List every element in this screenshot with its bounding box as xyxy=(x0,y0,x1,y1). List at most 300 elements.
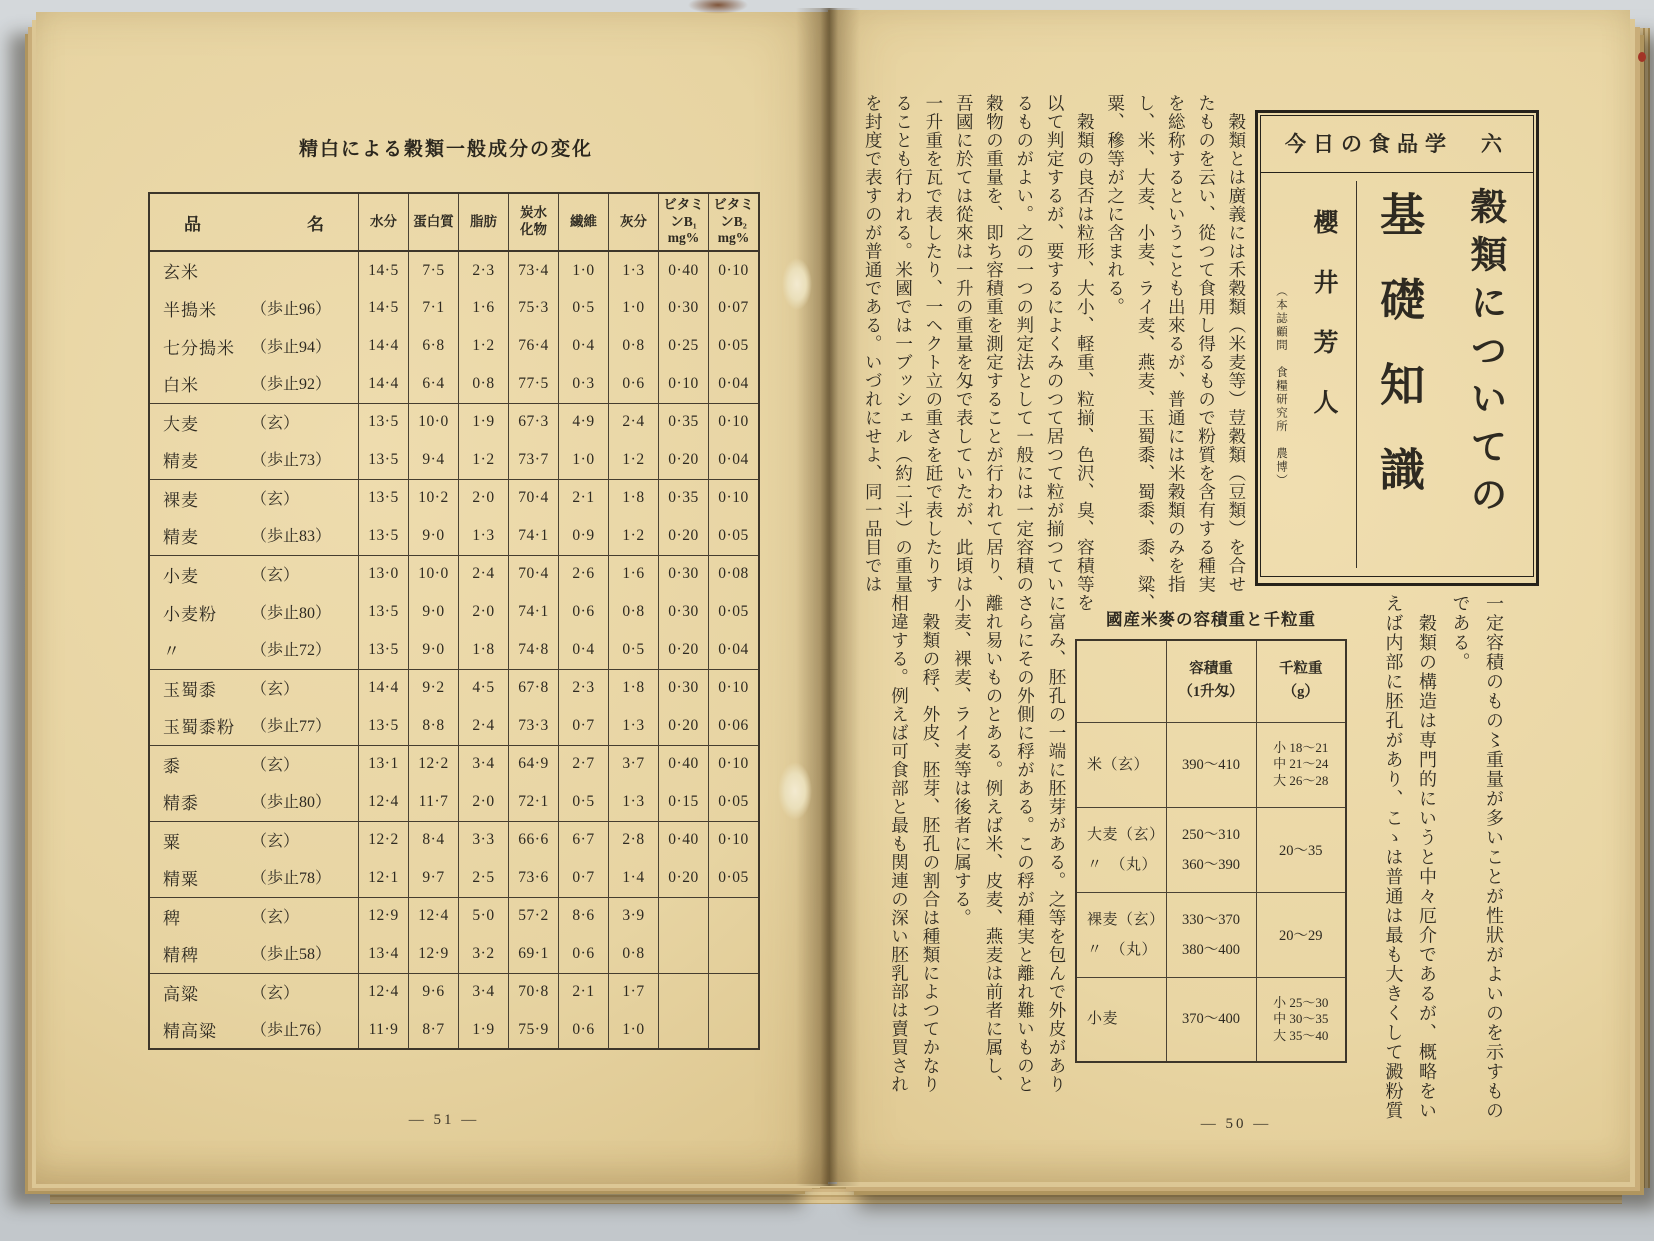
page-tear-mark xyxy=(778,762,812,820)
item-name-cell xyxy=(149,479,359,517)
value-cell: 0·05 xyxy=(709,783,760,821)
table-row xyxy=(149,327,759,365)
value-cell: 4·5 xyxy=(459,669,509,707)
table-row xyxy=(149,555,759,593)
value-cell: 1·9 xyxy=(459,1011,509,1049)
value-cell: 1·2 xyxy=(609,441,659,479)
value-cell: 74·8 xyxy=(509,631,559,669)
value-cell: 12·2 xyxy=(359,821,409,859)
item-note: （歩止58） xyxy=(251,946,332,964)
value-cell: 0·7 xyxy=(559,859,609,897)
value-cell: 0·8 xyxy=(459,365,509,403)
column-header-line: mg% xyxy=(667,230,700,246)
item-name-inner xyxy=(150,1017,358,1042)
value-cell: 0·9 xyxy=(559,517,609,555)
weight-name-header xyxy=(1076,640,1166,722)
text-column: さらにその外側に稃がある。この稃が種実と離れ難いものと xyxy=(1015,594,1036,1094)
value-cell: 0·06 xyxy=(709,707,760,745)
value-cell: 1·3 xyxy=(609,707,659,745)
thousand-grain-line: 中 30〜35 xyxy=(1273,1011,1329,1026)
table-row xyxy=(149,289,759,327)
value-cell: 8·4 xyxy=(409,821,459,859)
value-cell: 0·30 xyxy=(659,593,709,631)
volume-weight-line: 250〜310 xyxy=(1182,826,1240,843)
item-note: （歩止72） xyxy=(251,642,332,660)
item-name-cell xyxy=(149,289,359,327)
value-cell: 9·4 xyxy=(409,441,459,479)
value-cell: 1·3 xyxy=(609,251,659,289)
item-name-inner xyxy=(150,334,358,359)
text-column: 穀類の良否は粒形、大小、軽重、粒揃、色沢、臭、容積等を xyxy=(1075,94,1096,612)
weight-row xyxy=(1076,977,1346,1062)
value-cell: 1·2 xyxy=(459,441,509,479)
item-name-cell xyxy=(149,441,359,479)
thousand-grain-line: 小 18〜21 xyxy=(1273,739,1329,755)
value-cell: 0·04 xyxy=(709,441,760,479)
value-cell: 0·5 xyxy=(559,289,609,327)
value-cell: 12·1 xyxy=(359,859,409,897)
value-cell: 3·7 xyxy=(609,745,659,783)
name-header-left: 品 xyxy=(184,214,201,234)
weight-header-line: （1升匁） xyxy=(1178,684,1244,701)
weight-column-header xyxy=(1166,640,1256,722)
grain-name-line: 〃 （丸） xyxy=(1087,941,1158,958)
text-column: である。 xyxy=(1450,594,1471,672)
value-cell: 0·25 xyxy=(659,327,709,365)
value-cell: 0·10 xyxy=(709,821,760,859)
item-name: 七分搗米 xyxy=(163,338,235,358)
value-cell: 57·2 xyxy=(509,897,559,935)
item-note: （歩止80） xyxy=(251,794,332,812)
table-row xyxy=(149,479,759,517)
weight-header-line: 容積重 xyxy=(1189,661,1233,678)
text-column: を封度で表すのが普通である。いづれにせよ、同一品目では xyxy=(863,94,884,594)
item-name-cell xyxy=(149,669,359,707)
item-name-inner xyxy=(150,828,358,853)
value-cell: 0·10 xyxy=(709,403,760,441)
item-name-inner xyxy=(150,523,358,548)
value-cell: 0·8 xyxy=(609,935,659,973)
value-cell xyxy=(659,935,709,973)
text-column: 穀類の稃、外皮、胚芽、胚孔の割合は種類によつてかなり xyxy=(921,594,941,1094)
value-cell: 67·3 xyxy=(509,403,559,441)
item-name-cell xyxy=(149,251,359,289)
value-cell: 1·7 xyxy=(609,973,659,1011)
item-name: 小麦 xyxy=(163,566,199,586)
value-cell: 9·0 xyxy=(409,631,459,669)
text-column: 一定容積のもの〻重量が多いことが性狀がよいのを示すもの xyxy=(1484,594,1504,1121)
item-name-cell xyxy=(149,403,359,441)
volume-weight-line: 360〜390 xyxy=(1182,856,1240,873)
text-column: 相違する。例えば可食部と最も関連の深い胚乳部は賣買され xyxy=(889,594,910,1094)
table-row xyxy=(149,897,759,935)
column-header-line: 炭水 xyxy=(520,205,547,221)
value-cell: 3·3 xyxy=(459,821,509,859)
table-group xyxy=(149,555,759,669)
value-cell: 0·8 xyxy=(609,327,659,365)
column-header-line: ンB₂ xyxy=(720,213,747,229)
value-cell: 0·10 xyxy=(659,365,709,403)
value-cell: 9·2 xyxy=(409,669,459,707)
left-page-number: — 51 — xyxy=(408,1112,480,1128)
value-cell: 13·5 xyxy=(359,517,409,555)
item-name-cell xyxy=(149,935,359,973)
value-cell: 73·6 xyxy=(509,859,559,897)
item-name-cell xyxy=(149,631,359,669)
text-column: 穀類とは廣義には禾穀類（米麦等）荳穀類（豆類）を合せ xyxy=(1226,94,1247,594)
value-cell: 2·0 xyxy=(459,479,509,517)
column-header xyxy=(509,193,559,251)
text-column: 粟、穇等が之に含まれる。 xyxy=(1105,94,1126,316)
weight-table-title: 國産米麥の容積重と千粒重 xyxy=(1106,611,1316,629)
column-header-line: 繊維 xyxy=(570,213,597,229)
value-cell: 1·0 xyxy=(609,1011,659,1049)
value-cell: 2·1 xyxy=(559,973,609,1011)
item-name-inner xyxy=(150,637,358,662)
value-cell xyxy=(709,935,760,973)
item-note: （玄） xyxy=(251,490,300,508)
weight-table-head xyxy=(1076,640,1346,722)
column-header xyxy=(659,193,709,251)
column-header-line: 水分 xyxy=(370,213,397,229)
value-cell: 3·4 xyxy=(459,973,509,1011)
value-cell: 13·5 xyxy=(359,441,409,479)
grain-name-cell xyxy=(1076,807,1166,892)
value-cell: 73·3 xyxy=(509,707,559,745)
name-header-right: 名 xyxy=(307,214,324,234)
value-cell: 1·4 xyxy=(609,859,659,897)
value-cell: 0·30 xyxy=(659,289,709,327)
series-kicker: 今日の食品学 六 xyxy=(1261,116,1533,173)
author-affiliation-note: （本誌顧問 食糧研究所 農博） xyxy=(1275,285,1287,488)
column-header-line: ビタミ xyxy=(713,196,754,212)
volume-weight-line: 390〜410 xyxy=(1182,756,1240,773)
table-row xyxy=(149,707,759,745)
item-name-inner xyxy=(150,676,358,701)
value-cell: 6·4 xyxy=(409,365,459,403)
text-column: 小麦、裸麦、ライ麦等は後者に属する。 xyxy=(952,594,973,927)
weight-table-body xyxy=(1076,722,1346,1062)
item-name-inner xyxy=(150,904,358,929)
item-name-inner xyxy=(150,941,358,966)
composition-table xyxy=(148,192,760,1050)
value-cell: 0·35 xyxy=(659,403,709,441)
article-paragraphs-bottom-left xyxy=(883,594,1072,1092)
value-cell: 2·0 xyxy=(459,783,509,821)
value-cell: 1·0 xyxy=(559,251,609,289)
value-cell: 0·40 xyxy=(659,251,709,289)
item-name-inner xyxy=(150,258,358,283)
item-name: 白米 xyxy=(163,376,199,396)
column-header-line: 蛋白質 xyxy=(413,213,454,229)
composition-table-head xyxy=(149,193,759,251)
text-column: し、米、大麦、小麦、ライ麦、燕麦、玉蜀黍、蜀黍、黍、粱、 xyxy=(1135,94,1156,612)
value-cell: 2·7 xyxy=(559,745,609,783)
value-cell: 0·10 xyxy=(709,479,760,517)
grain-name-line: 大麦（玄） xyxy=(1087,826,1165,843)
column-header-line: 灰分 xyxy=(620,213,647,229)
value-cell: 0·08 xyxy=(709,555,760,593)
value-cell: 14·4 xyxy=(359,365,409,403)
value-cell: 0·5 xyxy=(609,631,659,669)
value-cell: 5·0 xyxy=(459,897,509,935)
value-cell: 76·4 xyxy=(509,327,559,365)
value-cell: 2·5 xyxy=(459,859,509,897)
value-cell: 7·1 xyxy=(409,289,459,327)
item-name-cell xyxy=(149,365,359,403)
item-note: （歩止76） xyxy=(251,1022,332,1039)
value-cell: 0·6 xyxy=(559,593,609,631)
value-cell: 13·5 xyxy=(359,707,409,745)
column-header xyxy=(709,193,760,251)
value-cell: 8·6 xyxy=(559,897,609,935)
page-stack-bottom-edge xyxy=(50,1184,1622,1204)
article-paragraphs-bottom-right xyxy=(1376,594,1510,1121)
value-cell: 2·8 xyxy=(609,821,659,859)
item-note: （玄） xyxy=(251,566,300,584)
value-cell: 13·0 xyxy=(359,555,409,593)
weight-row xyxy=(1076,722,1346,807)
column-header-line: ビタミ xyxy=(663,196,704,212)
item-name-inner xyxy=(150,713,358,738)
value-cell: 2·0 xyxy=(459,593,509,631)
item-name-inner xyxy=(150,371,358,396)
text-column: 離れ易いものとある。例えば米、皮麦、燕麦は前者に属し、 xyxy=(984,594,1004,1094)
value-cell: 67·8 xyxy=(509,669,559,707)
value-cell: 1·2 xyxy=(609,517,659,555)
item-name-inner xyxy=(150,980,358,1005)
value-cell: 0·20 xyxy=(659,441,709,479)
value-cell: 2·3 xyxy=(559,669,609,707)
item-note: （歩止96） xyxy=(251,300,332,318)
title-author-divider xyxy=(1356,181,1357,568)
value-cell: 72·1 xyxy=(509,783,559,821)
value-cell: 0·10 xyxy=(709,669,760,707)
column-header xyxy=(559,193,609,251)
value-cell: 9·0 xyxy=(409,517,459,555)
page-tear-mark xyxy=(782,258,812,310)
article-title-line1: 穀類についての xyxy=(1464,187,1505,523)
item-name-cell xyxy=(149,327,359,365)
text-column: 吾國に於ては從來は一升の重量を匁で表していたが、此頃は xyxy=(954,94,975,594)
table-row xyxy=(149,669,759,707)
item-name-inner xyxy=(150,600,358,625)
thousand-grain-value: 20〜35 xyxy=(1279,843,1323,859)
value-cell: 0·10 xyxy=(709,745,760,783)
item-name: 精粟 xyxy=(163,870,199,890)
value-cell: 0·04 xyxy=(709,365,760,403)
item-name: 黍 xyxy=(163,756,181,776)
value-cell: 0·7 xyxy=(559,707,609,745)
item-name-cell xyxy=(149,1011,359,1049)
value-cell: 0·05 xyxy=(709,859,760,897)
weight-header-line: （g） xyxy=(1282,684,1319,701)
text-column: 一升重を瓦で表したり、一ヘクト立の重さを瓩で表したりす xyxy=(923,94,944,594)
item-note: （歩止78） xyxy=(251,870,332,888)
value-cell: 70·4 xyxy=(509,555,559,593)
value-cell: 2·6 xyxy=(559,555,609,593)
value-cell: 75·3 xyxy=(509,289,559,327)
value-cell: 0·30 xyxy=(659,669,709,707)
table-group xyxy=(149,669,759,745)
item-name-inner xyxy=(150,410,358,435)
table-row xyxy=(149,251,759,289)
value-cell: 6·7 xyxy=(559,821,609,859)
item-name: 小麦粉 xyxy=(163,604,217,624)
value-cell: 73·7 xyxy=(509,441,559,479)
table-group xyxy=(149,479,759,555)
value-cell: 13·5 xyxy=(359,479,409,517)
weight-header-row xyxy=(1076,640,1346,722)
item-note: （歩止94） xyxy=(251,338,332,356)
grain-name-line: 小麦 xyxy=(1087,1011,1119,1028)
thousand-grain-line: 小 25〜30 xyxy=(1273,994,1329,1010)
value-cell: 14·4 xyxy=(359,327,409,365)
table-row xyxy=(149,783,759,821)
value-cell: 6·8 xyxy=(409,327,459,365)
value-cell: 12·4 xyxy=(359,973,409,1011)
item-name-inner xyxy=(150,865,358,890)
text-column: を総称するということも出來るが、普通には米穀類のみを指 xyxy=(1166,94,1187,594)
table-group xyxy=(149,897,759,973)
item-name-inner xyxy=(150,789,358,814)
value-cell: 0·20 xyxy=(659,859,709,897)
value-cell: 7·5 xyxy=(409,251,459,289)
value-cell: 2·4 xyxy=(459,707,509,745)
value-cell: 13·4 xyxy=(359,935,409,973)
column-header-line: 脂肪 xyxy=(470,213,497,229)
item-name: 粟 xyxy=(163,832,181,852)
item-note: （玄） xyxy=(251,832,300,850)
thousand-grain-cell xyxy=(1256,722,1346,807)
value-cell: 74·1 xyxy=(509,593,559,631)
table-group xyxy=(149,821,759,897)
item-name: 精麦 xyxy=(163,528,199,548)
table-row xyxy=(149,821,759,859)
value-cell: 1·2 xyxy=(459,327,509,365)
value-cell: 14·5 xyxy=(359,251,409,289)
column-header xyxy=(459,193,509,251)
right-page-number: — 50 — xyxy=(1200,1116,1272,1132)
text-column: えば内部に胚孔があり、こゝは普通は最も大きくして澱粉質 xyxy=(1383,594,1404,1121)
thousand-grain-cell xyxy=(1256,892,1346,977)
volume-weight-cell xyxy=(1166,977,1256,1062)
composition-table-wrap xyxy=(148,192,760,1050)
item-note: （歩止73） xyxy=(251,452,332,470)
item-note: （玄） xyxy=(251,984,300,1002)
item-name: 高粱 xyxy=(163,984,199,1004)
table-group xyxy=(149,251,759,403)
value-cell: 69·1 xyxy=(509,935,559,973)
value-cell: 1·9 xyxy=(459,403,509,441)
value-cell: 1·8 xyxy=(459,631,509,669)
item-note: （玄） xyxy=(251,756,300,774)
table-row xyxy=(149,935,759,973)
value-cell: 0·40 xyxy=(659,745,709,783)
value-cell: 8·7 xyxy=(409,1011,459,1049)
weight-column-header xyxy=(1256,640,1346,722)
weight-row xyxy=(1076,807,1346,892)
value-cell: 64·9 xyxy=(509,745,559,783)
value-cell: 9·6 xyxy=(409,973,459,1011)
value-cell: 13·5 xyxy=(359,403,409,441)
value-cell: 0·35 xyxy=(659,479,709,517)
value-cell: 2·1 xyxy=(559,479,609,517)
item-name-inner xyxy=(150,562,358,587)
value-cell: 8·8 xyxy=(409,707,459,745)
item-name-cell xyxy=(149,973,359,1011)
value-cell: 66·6 xyxy=(509,821,559,859)
value-cell: 3·9 xyxy=(609,897,659,935)
value-cell: 14·5 xyxy=(359,289,409,327)
item-name-cell xyxy=(149,745,359,783)
article-title-area xyxy=(1261,173,1533,576)
value-cell: 0·05 xyxy=(709,327,760,365)
item-name: 裸麦 xyxy=(163,490,199,510)
item-note: （歩止80） xyxy=(251,604,332,622)
composition-table-title: 精白による穀類一般成分の変化 xyxy=(298,139,593,160)
value-cell: 9·0 xyxy=(409,593,459,631)
weight-table-wrap xyxy=(1075,606,1347,1063)
table-row xyxy=(149,745,759,783)
value-cell: 0·20 xyxy=(659,631,709,669)
author-name: 櫻井芳人 xyxy=(1310,209,1337,449)
grain-name-cell xyxy=(1076,892,1166,977)
value-cell: 0·30 xyxy=(659,555,709,593)
item-name-cell xyxy=(149,859,359,897)
value-cell: 0·07 xyxy=(709,289,760,327)
value-cell: 1·6 xyxy=(609,555,659,593)
value-cell: 12·9 xyxy=(359,897,409,935)
item-name: 稗 xyxy=(163,908,181,928)
value-cell: 0·05 xyxy=(709,593,760,631)
article-title-line2: 基礎知識 xyxy=(1373,191,1423,531)
item-name-cell xyxy=(149,707,359,745)
text-column: ることも行われる。米國では一ブッシェル（約二斗）の重量 xyxy=(893,94,914,594)
value-cell xyxy=(709,897,760,935)
value-cell: 0·3 xyxy=(559,365,609,403)
table-group xyxy=(149,403,759,479)
value-cell: 0·15 xyxy=(659,783,709,821)
table-row xyxy=(149,631,759,669)
text-column: 穀類の構造は専門的にいうと中々厄介であるが、概略をい xyxy=(1417,594,1437,1121)
item-note: （歩止83） xyxy=(251,528,332,546)
item-note: （玄） xyxy=(251,680,300,698)
value-cell: 12·4 xyxy=(359,783,409,821)
value-cell: 2·4 xyxy=(459,555,509,593)
value-cell: 0·4 xyxy=(559,631,609,669)
value-cell: 3·2 xyxy=(459,935,509,973)
value-cell: 75·9 xyxy=(509,1011,559,1049)
table-row xyxy=(149,441,759,479)
article-paragraphs-top xyxy=(858,94,1252,612)
item-name: 〃 xyxy=(163,642,181,662)
value-cell: 12·4 xyxy=(409,897,459,935)
grain-name-cell xyxy=(1076,722,1166,807)
table-row xyxy=(149,593,759,631)
thousand-grain-line: 大 35〜40 xyxy=(1273,1027,1329,1043)
red-edge-mark xyxy=(1638,52,1646,62)
page-stack-right-edge xyxy=(1630,28,1650,1188)
value-cell: 10·0 xyxy=(409,555,459,593)
value-cell: 74·1 xyxy=(509,517,559,555)
item-name: 半搗米 xyxy=(163,300,217,320)
value-cell: 0·6 xyxy=(609,365,659,403)
header-row xyxy=(149,193,759,251)
table-group xyxy=(149,745,759,821)
grain-name-line: 裸麦（玄） xyxy=(1087,911,1165,928)
item-name-cell xyxy=(149,555,359,593)
